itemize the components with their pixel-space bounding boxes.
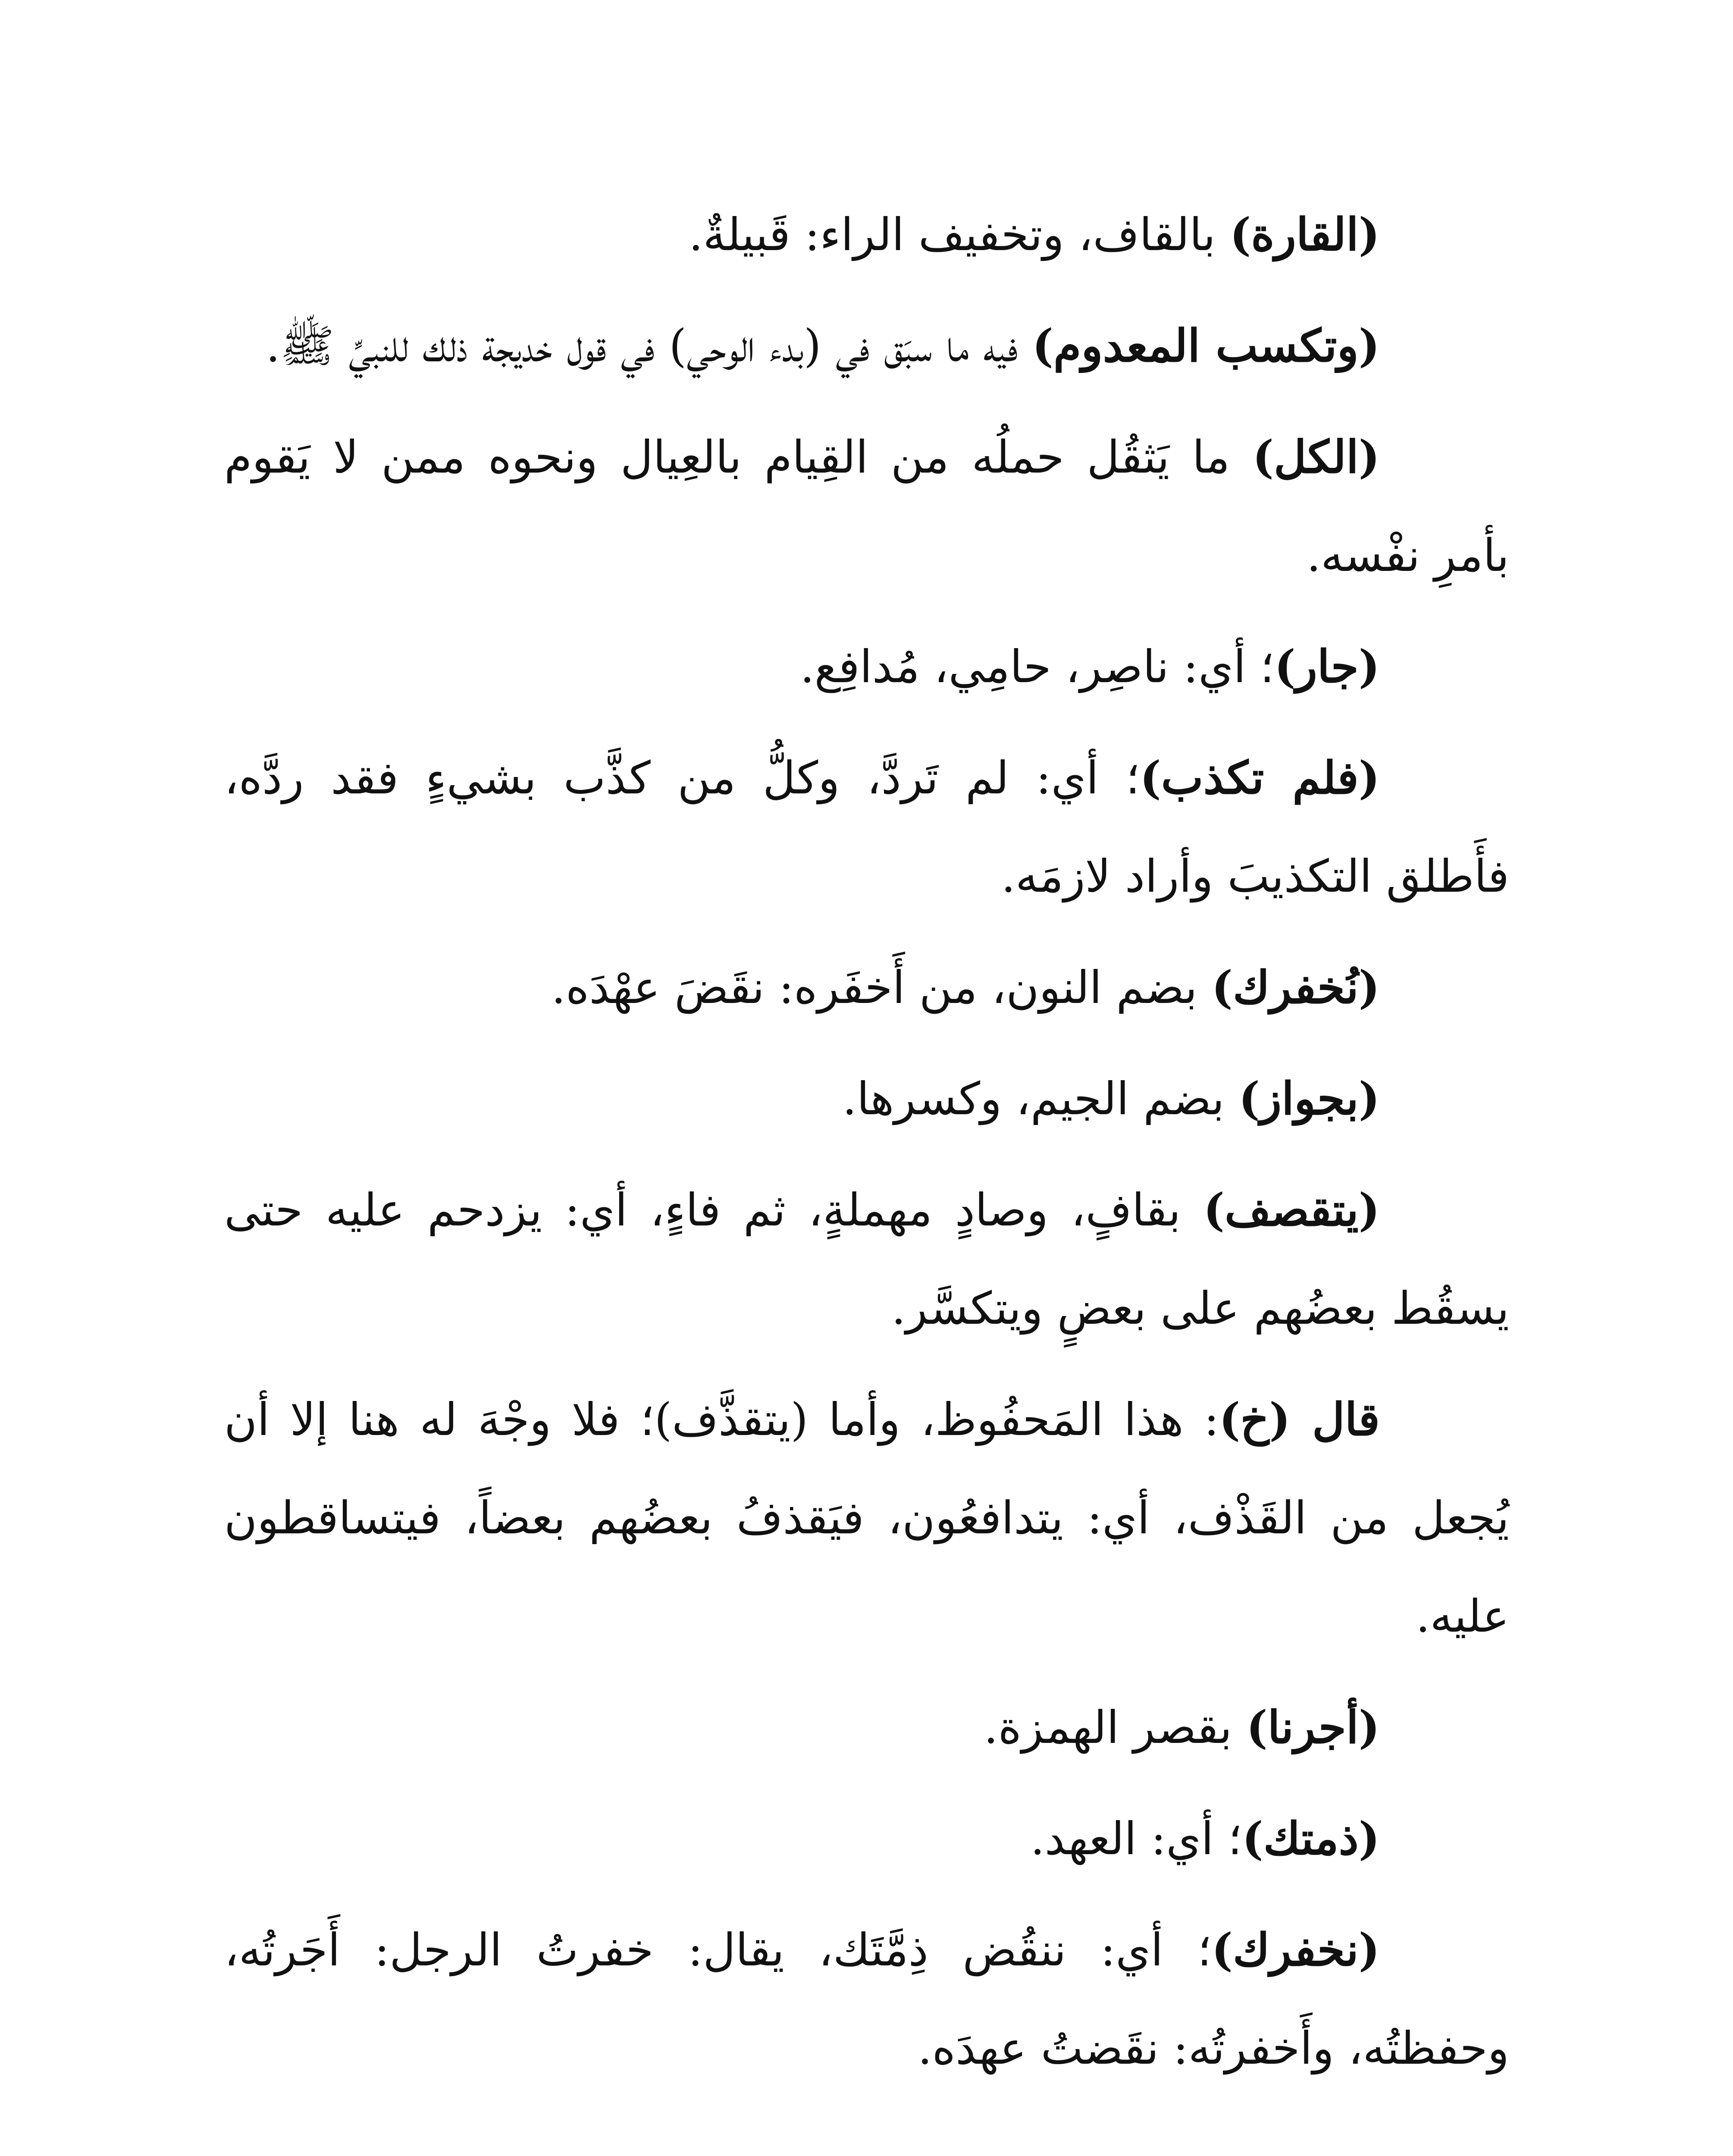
explanation: ؛ أي: ننقُض ذِمَّتَك، يقال: خفرتُ الرجل: أَجَرتُه، وحفظتُه، وأَخفرتُه: نقَضتُ عهدَه. — [224, 1924, 1509, 2075]
explanation: بقافٍ، وصادٍ مهملةٍ، ثم فاءٍ، أي: يزدحم عليه حتى يسقُط بعضُهم على بعضٍ ويتكسَّر. — [224, 1184, 1509, 1335]
headword: (نخفرك) — [1211, 1923, 1380, 1976]
paragraph-qara — [224, 185, 1509, 284]
explanation: بالقاف، وتخفيف الراء: قَبيلةٌ. — [689, 208, 1230, 261]
headword: قال (خ) — [1219, 1393, 1380, 1446]
paragraph-qala-kh — [224, 1370, 1509, 1665]
headword: (القارة) — [1229, 208, 1380, 261]
headword: (أجرنا) — [1246, 1701, 1380, 1754]
explanation: ؛ أي: لم تَردَّ، وكلُّ من كذَّب بشيءٍ فقد ردَّه، فأَطلق التكذيبَ وأراد لازمَه. — [224, 752, 1509, 903]
paragraph-kall — [224, 408, 1509, 605]
paragraph-yataqassaf — [224, 1161, 1509, 1357]
paragraph-jar — [224, 617, 1509, 716]
explanation: : هذا المَحفُوظ، وأما (يتقذَّف)؛ فلا وجْهَ له هنا إلا أن يُجعل من القَذْف، أي: يتدافعُون، فيَقذفُ بعضُهم بعضاً، فيتساقطون عليه. — [224, 1393, 1509, 1642]
headword: (فلم تكذب) — [1140, 751, 1380, 804]
paragraph-dhimmatak — [224, 1789, 1509, 1888]
explanation: ؛ أي: ناصِر، حامِي، مُدافِع. — [800, 640, 1275, 693]
headword: (ذمتك) — [1242, 1812, 1380, 1865]
explanation: ما يَثقُل حملُه من القِيام بالعِيال ونحوه ممن لا يَقوم بأمرِ نفْسه. — [224, 431, 1509, 582]
explanation: ؛ أي: العهد. — [1030, 1812, 1242, 1865]
headword: (وتكسب المعدوم) — [1032, 319, 1380, 372]
explanation: بضم الجيم، وكسرها. — [842, 1072, 1239, 1125]
headword: (الكل) — [1252, 430, 1380, 483]
explanation: بضم النون، من أَخفَره: نقَضَ عهْدَه. — [551, 961, 1212, 1014]
paragraph-nukhfiruk-1 — [224, 938, 1509, 1037]
headword: (بجواز) — [1238, 1072, 1380, 1125]
paragraph-ajirna — [224, 1678, 1509, 1777]
explanation: فيه ما سبَق في (بدء الوحي) في قول خديجة ذلك للنبيِّ ﷺ. — [266, 320, 1032, 372]
explanation: بقصر الهمزة. — [984, 1701, 1247, 1754]
headword: (جار) — [1274, 640, 1380, 693]
paragraph-bijiwar — [224, 1050, 1509, 1148]
main-text — [224, 185, 1509, 2097]
paragraph-taksib — [224, 297, 1509, 395]
headword: (نُخفرك) — [1211, 961, 1380, 1014]
headword: (يتقصف) — [1203, 1183, 1380, 1236]
paragraph-falam-tukadhdhib — [224, 729, 1509, 925]
paragraph-nukhfiruk-2 — [224, 1901, 1509, 2097]
